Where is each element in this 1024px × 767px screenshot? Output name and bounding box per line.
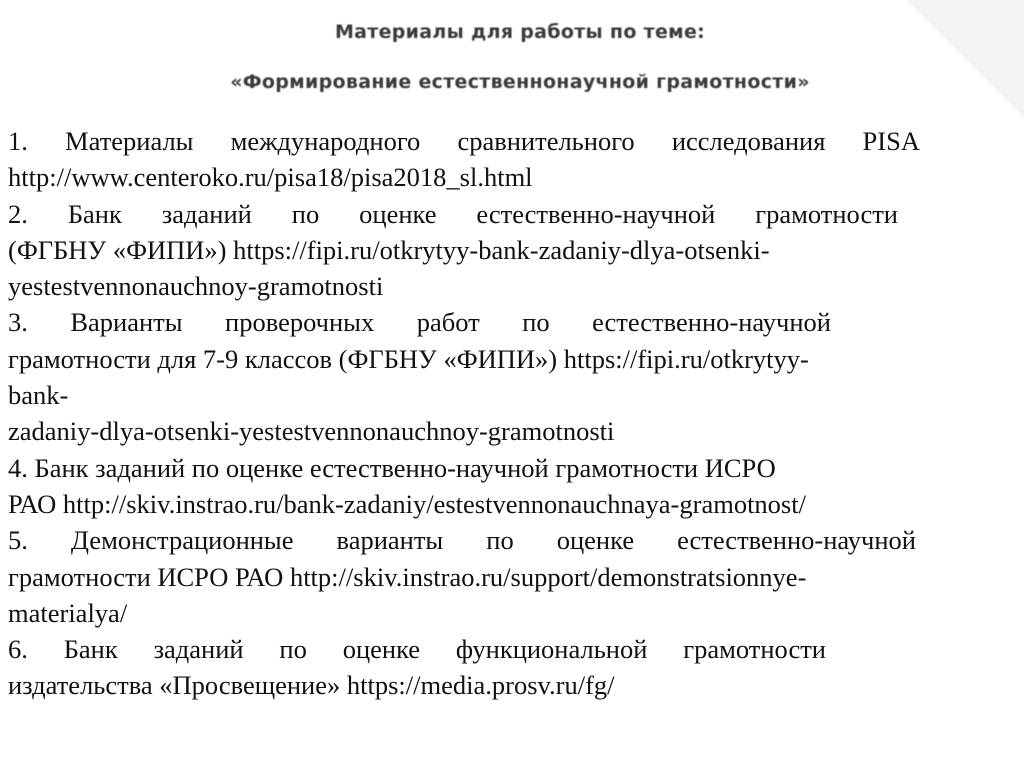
list-item-3-title: 3. Варианты проверочных работ по естественно-научной — [8, 307, 831, 338]
list-item-3-link-end[interactable]: zadaniy-dlya-otsenki-yestestvennonauchnoy-gramotnosti — [8, 416, 615, 447]
list-item-3-link-cont[interactable]: bank- — [8, 380, 69, 411]
list-item-3-source[interactable]: грамотности для 7-9 классов (ФГБНУ «ФИПИ») https://fipi.ru/otkrytyy- — [8, 343, 809, 374]
header-subtitle: «Формирование естественнонаучной грамотности» — [230, 71, 810, 93]
list-item-1-link[interactable]: http://www.centeroko.ru/pisa18/pisa2018_sl.html — [8, 162, 533, 193]
list-item-2-source[interactable]: (ФГБНУ «ФИПИ») https://fipi.ru/otkrytyy-bank-zadaniy-dlya-otsenki- — [8, 234, 770, 265]
materials-list — [8, 123, 1008, 704]
list-item-6-link[interactable]: издательства «Просвещение» https://media.prosv.ru/fg/ — [8, 670, 615, 701]
list-item-5-title: 5. Демонстрационные варианты по оценке естественно-научной — [8, 525, 916, 556]
list-item-1-title: 1. Материалы международного сравнительного исследования PISA — [8, 126, 920, 156]
list-item-4-title: 4. Банк заданий по оценке естественно-научной грамотности ИСРО — [8, 452, 776, 483]
list-item-2-link-end[interactable]: yestestvennonauchnoy-gramotnosti — [8, 271, 384, 302]
page-corner-fold — [906, 0, 1024, 118]
list-item-6-title: 6. Банк заданий по оценке функциональной грамотности — [8, 634, 826, 665]
header-title: Материалы для работы по теме: — [334, 21, 706, 43]
list-item-5-link-end[interactable]: materialya/ — [8, 597, 128, 628]
header-title-block — [150, 20, 890, 94]
list-item-2-title: 2. Банк заданий по оценке естественно-научной грамотности — [8, 198, 898, 229]
list-item-5-link[interactable]: грамотности ИСРО РАО http://skiv.instrao.ru/support/demonstratsionnye- — [8, 561, 807, 592]
list-item-4-link[interactable]: РАО http://skiv.instrao.ru/bank-zadaniy/estestvennonauchnaya-gramotnost/ — [8, 488, 806, 519]
